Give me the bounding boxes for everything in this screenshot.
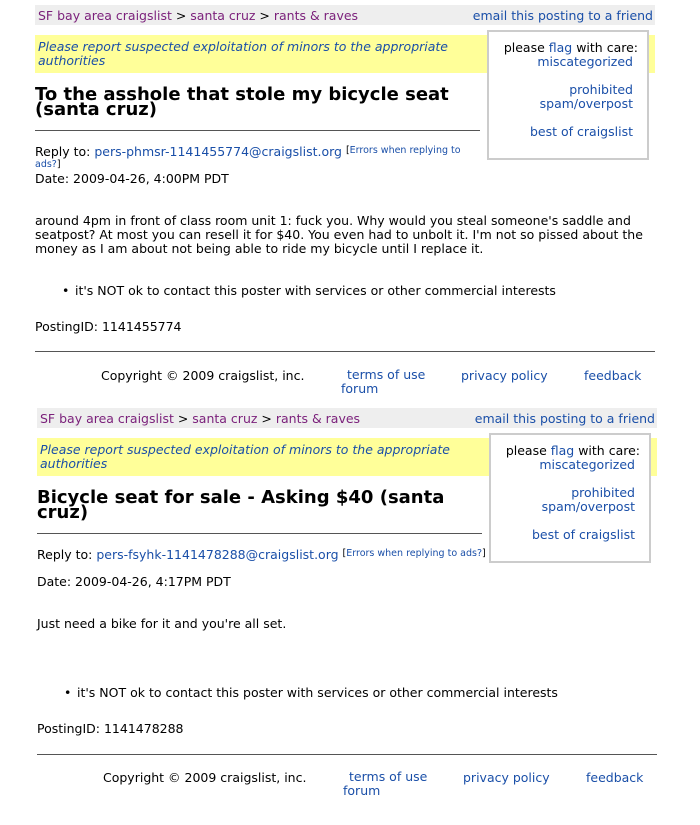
flag-best-of-link[interactable]: best of craigslist — [530, 124, 633, 139]
errors-help-link[interactable]: Errors when replying to ads? — [346, 548, 483, 559]
reply-line — [37, 547, 487, 561]
posting-title: To the asshole that stole my bicycle seat (santa cruz) — [35, 84, 449, 120]
footer-feedback-link[interactable]: feedback — [586, 770, 644, 785]
flag-box — [487, 30, 649, 160]
breadcrumb-site-link[interactable]: SF bay area craigslist — [38, 8, 172, 23]
breadcrumb-category-link[interactable]: rants & raves — [275, 411, 361, 426]
reply-label: Reply to: — [35, 144, 95, 159]
no-commercial-notice: • it's NOT ok to contact this poster with services or other commercial interests — [75, 283, 556, 298]
breadcrumb-separator: > — [255, 8, 274, 23]
flag-miscategorized-link[interactable]: miscategorized — [539, 457, 635, 472]
posting-1 — [35, 5, 657, 400]
errors-help-link[interactable]: Errors when replying to ads? — [35, 145, 461, 170]
breadcrumb-separator: > — [171, 8, 191, 23]
breadcrumb-site-link[interactable]: SF bay area craigslist — [40, 411, 174, 426]
flag-link[interactable]: flag — [548, 40, 573, 55]
breadcrumb-category-link[interactable]: rants & raves — [273, 8, 359, 23]
flag-box — [489, 433, 651, 563]
breadcrumb — [38, 8, 358, 23]
flag-best-of-link[interactable]: best of craigslist — [532, 527, 635, 542]
title-divider — [35, 130, 480, 131]
warning-text: Please report suspected exploitation of minors to the appropriate authorities — [38, 39, 448, 68]
reply-label: Reply to: — [37, 547, 97, 562]
forum-link[interactable]: forum — [343, 783, 381, 798]
flag-prohibited-link[interactable]: prohibited — [569, 82, 633, 97]
footer-copyright: Copyright © 2009 craigslist, inc. — [101, 368, 305, 383]
footer-copyright: Copyright © 2009 craigslist, inc. — [103, 770, 307, 785]
terms-of-use-link[interactable]: terms of use — [347, 367, 426, 382]
posting-id: PostingID: 1141455774 — [35, 319, 182, 334]
title-divider — [37, 533, 482, 534]
flag-instructions — [504, 40, 638, 55]
breadcrumb-area-link[interactable]: santa cruz — [190, 8, 256, 23]
bracket-close: ] — [482, 548, 486, 559]
flag-instructions — [506, 443, 640, 458]
posting-body: Just need a bike for it and you're all set. — [37, 616, 287, 631]
flag-miscategorized-link[interactable]: miscategorized — [537, 54, 633, 69]
footer-divider — [35, 351, 655, 352]
email-posting-link[interactable]: email this posting to a friend — [472, 8, 653, 23]
bracket-close: ] — [56, 159, 61, 170]
posting-title: Bicycle seat for sale - Asking $40 (santa cruz) — [37, 487, 445, 523]
flag-suffix: with care: — [574, 443, 640, 458]
reply-line — [35, 144, 485, 172]
posting-date: Date: 2009-04-26, 4:00PM PDT — [35, 171, 229, 186]
posting-body: around 4pm in front of class room unit 1: fuck you. Why would you steal someone's saddle and seatpost? At most you can resell it for $40. You even had to unbolt it. I'm not so pissed about the money as I am about not being able to ride my bicycle until I replace it. — [35, 213, 643, 256]
breadcrumb-separator: > — [173, 411, 193, 426]
warning-text: Please report suspected exploitation of minors to the appropriate authorities — [40, 442, 450, 471]
breadcrumb-bar — [37, 408, 657, 428]
breadcrumb-separator: > — [257, 411, 276, 426]
reply-email-link[interactable]: pers-fsyhk-1141478288@craigslist.org — [96, 547, 339, 562]
flag-prefix: please — [505, 443, 551, 458]
reply-email-link[interactable]: pers-phmsr-1141455774@craigslist.org — [94, 144, 342, 159]
breadcrumb-area-link[interactable]: santa cruz — [192, 411, 258, 426]
flag-prefix: please — [503, 40, 549, 55]
flag-link[interactable]: flag — [550, 443, 575, 458]
email-posting-link[interactable]: email this posting to a friend — [474, 411, 655, 426]
footer-privacy-link[interactable]: privacy policy — [463, 770, 550, 785]
posting-2 — [37, 408, 659, 818]
footer-terms-link[interactable] — [341, 368, 441, 396]
no-commercial-notice: • it's NOT ok to contact this poster with services or other commercial interests — [77, 685, 558, 700]
flag-spam-link[interactable]: spam/overpost — [541, 499, 635, 514]
posting-id: PostingID: 1141478288 — [37, 721, 184, 736]
footer-divider — [37, 754, 657, 755]
breadcrumb — [40, 411, 360, 426]
bracket-open: [ — [345, 145, 350, 156]
footer-privacy-link[interactable]: privacy policy — [461, 368, 548, 383]
footer-feedback-link[interactable]: feedback — [584, 368, 642, 383]
breadcrumb-bar — [35, 5, 655, 25]
flag-spam-link[interactable]: spam/overpost — [539, 96, 633, 111]
posting-date: Date: 2009-04-26, 4:17PM PDT — [37, 574, 231, 589]
footer-terms-link[interactable] — [343, 770, 443, 798]
bracket-open: [ — [342, 548, 347, 559]
flag-suffix: with care: — [572, 40, 638, 55]
terms-of-use-link[interactable]: terms of use — [349, 769, 428, 784]
forum-link[interactable]: forum — [341, 381, 379, 396]
flag-prohibited-link[interactable]: prohibited — [571, 485, 635, 500]
